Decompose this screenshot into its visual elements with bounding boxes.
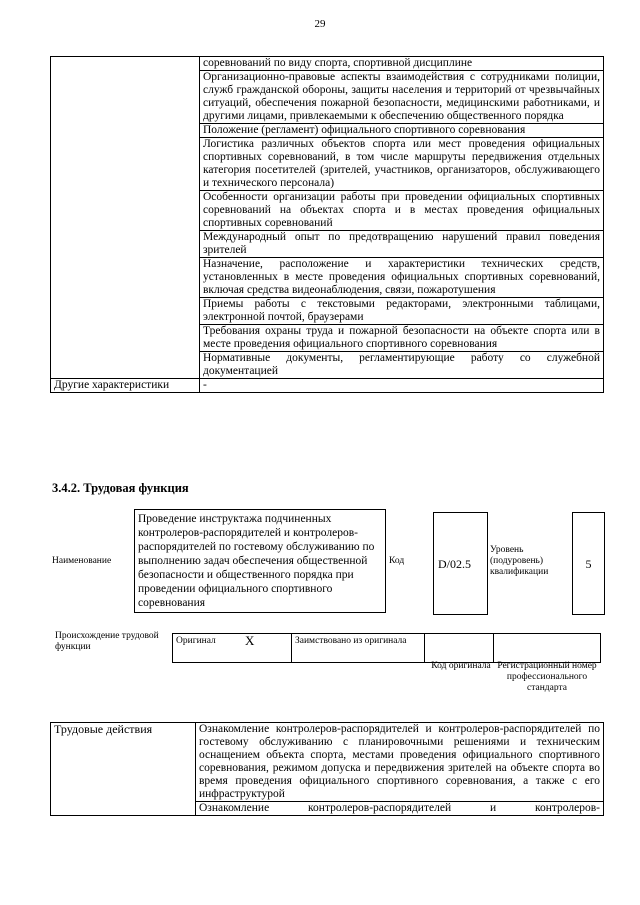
code-original-label: Код оригинала [431,661,491,671]
table-cell: Ознакомление контролеров-распорядителей и контролеров-распорядителей по гостевому обслуживанию с планировочными решениями и техническим оснащением объекта спорта, местами проведения официального спортивного соревнования, режимом допуска и передвижения зрителей на объекте спорта во время проведения официального спортивного соревнования, а также с его инфраструктурой [196,723,604,802]
table-cell: Организационно-правовые аспекты взаимодействия с сотрудниками полиции, служб гражданской обороны, защиты населения и территорий от чрезвычайных ситуаций, обеспечения пожарной безопасности, медицинскими работниками, и другими лицами, привлекаемыми к обеспечению общественного порядка [200,71,604,124]
table-cell: Положение (регламент) официального спортивного соревнования [200,124,604,138]
table-row [51,379,604,393]
level-box [572,512,605,615]
original-label: Оригинал [176,636,216,646]
page-number: 29 [314,18,326,30]
table-cell: Особенности организации работы при проведении официальных спортивных соревнований на объектах спорта и в местах проведения официальных спортивных соревнований [200,191,604,231]
table-cell: Ознакомление контролеров-распорядителей и контролеров- [196,802,604,816]
original-cell [173,634,292,663]
table-cell: Требования охраны труда и пожарной безопасности на объекте спорта или в месте проведения официального спортивного соревнования [200,325,604,352]
table-cell: Международный опыт по предотвращению нарушений правил поведения зрителей [200,231,604,258]
section-title: 3.4.2. Трудовая функция [52,481,189,495]
level-value: 5 [585,557,592,571]
code-box [433,512,488,615]
origin-label: Происхождение трудовой функции [55,631,159,652]
table-cell: Логистика различных объектов спорта или мест проведения официальных спортивных соревнований, в том числе маршруты передвижения отдельных категория посетителей (зрителей, участников, организаторов, обслуживающего и технического персонала) [200,138,604,191]
level-label: Уровень (подуровень) квалификации [490,545,549,577]
labor-actions-table [50,722,604,816]
table-row [51,57,604,71]
table-cell: Нормативные документы, регламентирующие работу со служебной документацией [200,352,604,379]
knowledge-table [50,56,604,393]
labor-actions-label: Трудовые действия [51,723,196,816]
table-row [51,723,604,802]
reg-number-label: Регистрационный номер профессионального стандарта [497,661,597,693]
table-cell: Назначение, расположение и характеристики технических средств, установленных в месте проведения официальных спортивных соревнований, включая средства видеонаблюдения, связи, пожаротушения [200,258,604,298]
reg-number-cell [494,634,601,663]
other-characteristics-value: - [200,379,604,393]
code-label: Код [389,556,405,566]
origin-table [172,633,601,663]
table-row [173,634,601,663]
table-cell: Приемы работы с текстовыми редакторами, электронными таблицами, электронной почтой, браузерами [200,298,604,325]
original-mark: X [245,633,255,648]
code-original-cell [425,634,494,663]
other-characteristics-label: Другие характеристики [51,379,200,393]
table-cell-left [51,57,200,379]
code-value: D/02.5 [438,557,471,571]
borrowed-cell: Заимствовано из оригинала [292,634,425,663]
table-cell: соревнований по виду спорта, спортивной дисциплине [200,57,604,71]
function-name: Проведение инструктажа подчиненных контролеров-распорядителей и контролеров-распорядителей по гостевому обслуживанию по выполнению задач обеспечения общественной безопасности и общественного порядка при проведении официального спортивного соревнования [134,509,386,613]
name-label: Наименование [52,556,112,566]
